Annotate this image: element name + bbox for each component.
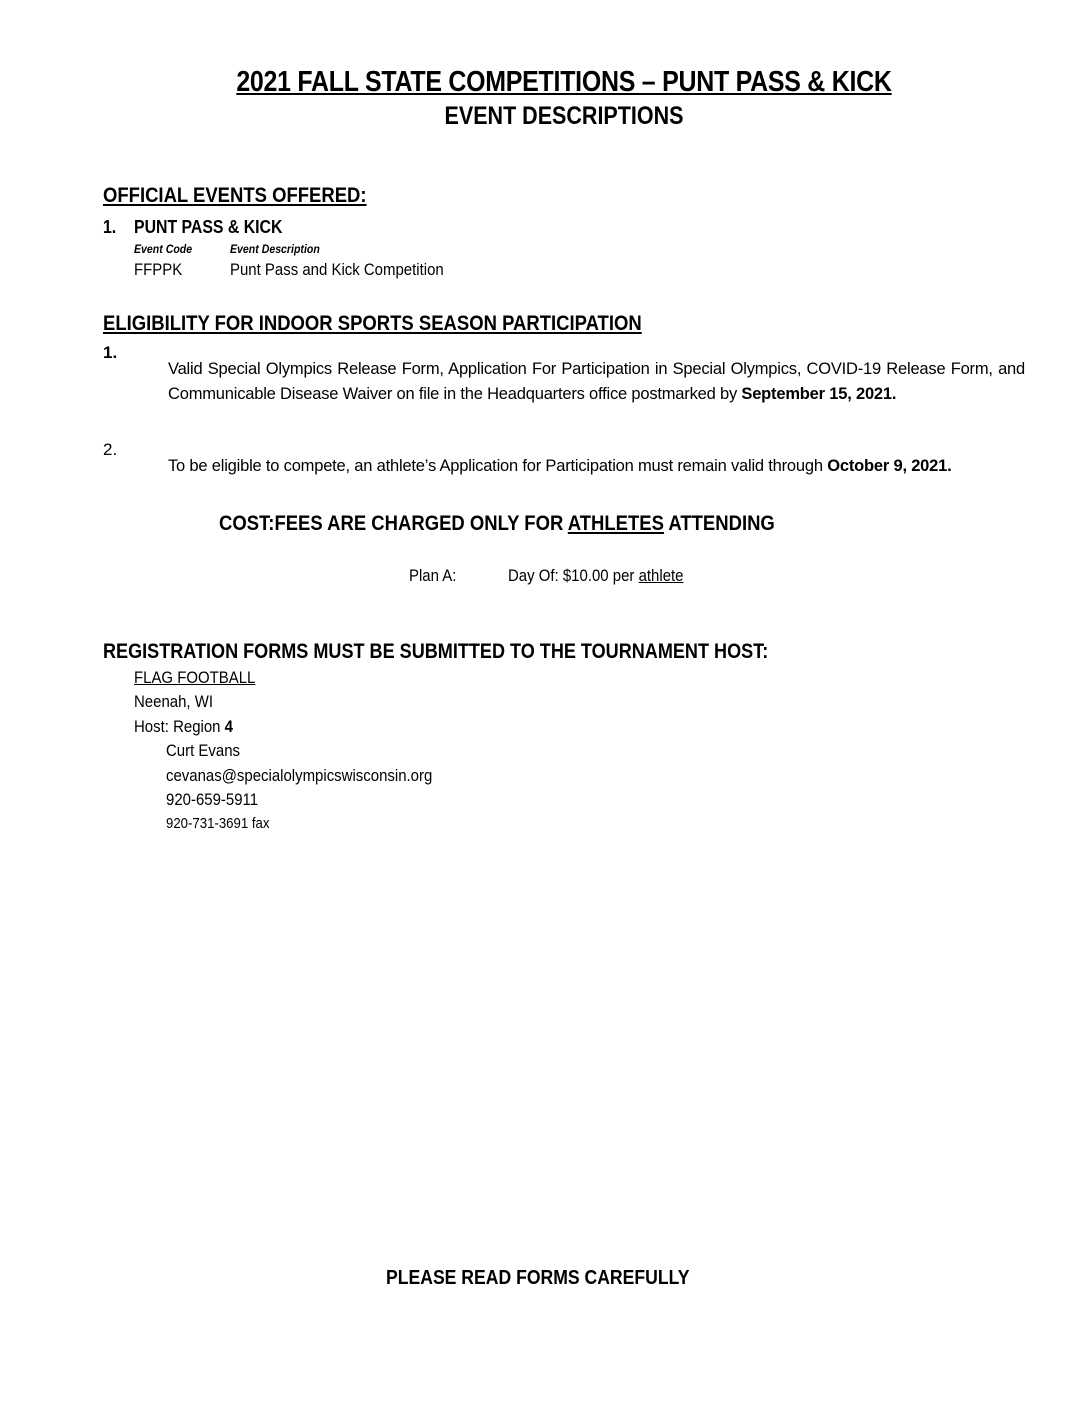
- contact-fax: 920-731-3691 fax: [166, 815, 270, 832]
- event-description-label: Event Description: [230, 242, 320, 256]
- events-heading: OFFICIAL EVENTS OFFERED:: [103, 184, 367, 207]
- eligibility-item-1-text: [168, 357, 1025, 407]
- plan-unit: athlete: [638, 566, 684, 585]
- eligibility-item-2-deadline: October 9, 2021.: [827, 456, 952, 475]
- registration-sport: FLAG FOOTBALL: [134, 668, 256, 687]
- eligibility-item-1-deadline: September 15, 2021.: [741, 384, 897, 403]
- host-prefix: Host: Region: [134, 717, 225, 736]
- cost-suffix: ATTENDING: [663, 512, 775, 535]
- cost-athletes: ATHLETES: [567, 512, 664, 535]
- event-number: 1.: [103, 217, 117, 237]
- contact-phone: 920-659-5911: [166, 790, 259, 809]
- host-region: 4: [224, 717, 233, 736]
- eligibility-item-2-number: 2.: [103, 440, 118, 459]
- eligibility-item-2-text: [168, 454, 1025, 479]
- contact-email[interactable]: cevanas@specialolympicswisconsin.org: [166, 766, 433, 785]
- event-code-label: Event Code: [134, 242, 193, 256]
- eligibility-item-1-number: 1.: [103, 343, 118, 362]
- registration-host: [134, 717, 233, 737]
- cost-heading: [219, 512, 775, 536]
- footer-note: PLEASE READ FORMS CAREFULLY: [386, 1267, 690, 1289]
- event-code: FFPPK: [134, 260, 183, 279]
- eligibility-item-1-body: Valid Special Olympics Release Form, Application For Participation in Special Olympics, COVID-19 Release Form, and Communicable Disease Waiver on file in the Headquarters office postmarked by: [168, 359, 1025, 403]
- registration-location: Neenah, WI: [134, 692, 213, 711]
- plan-text: [508, 566, 683, 586]
- eligibility-heading: ELIGIBILITY FOR INDOOR SPORTS SEASON PARTICIPATION: [103, 312, 642, 335]
- event-name: PUNT PASS & KICK: [134, 217, 283, 237]
- cost-prefix: COST:FEES ARE CHARGED ONLY FOR: [219, 512, 568, 535]
- contact-name: Curt Evans: [166, 741, 241, 760]
- plan-price: Day Of: $10.00 per: [508, 566, 639, 585]
- page-subtitle: EVENT DESCRIPTIONS: [444, 102, 684, 130]
- event-description: Punt Pass and Kick Competition: [230, 260, 444, 279]
- plan-label: Plan A:: [409, 566, 457, 585]
- page-title: 2021 FALL STATE COMPETITIONS – PUNT PASS & KICK: [236, 66, 892, 98]
- registration-heading: REGISTRATION FORMS MUST BE SUBMITTED TO THE TOURNAMENT HOST:: [103, 640, 769, 663]
- eligibility-item-2-body: To be eligible to compete, an athlete’s Application for Participation must remain valid through: [168, 456, 828, 475]
